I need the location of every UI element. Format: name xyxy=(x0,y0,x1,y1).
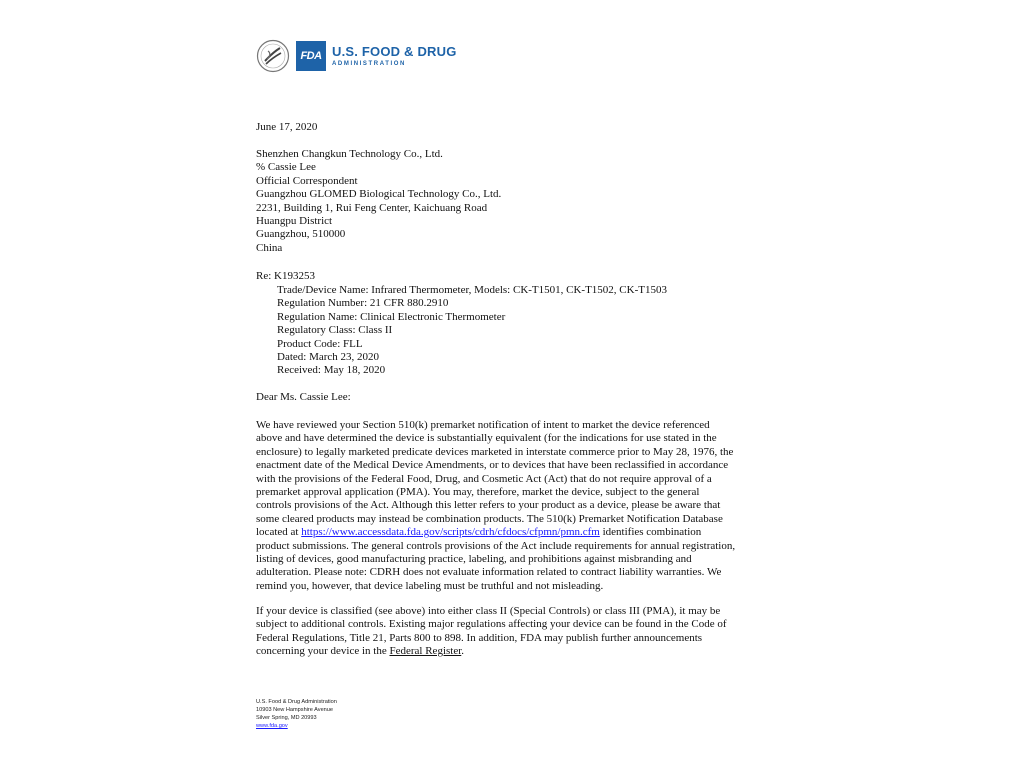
paragraph-line: above and have determined the device is substantially equivalent (for the indications for use stated in the xyxy=(256,432,717,445)
federal-register-text: Federal Register xyxy=(389,645,462,658)
paragraph-line: subject to additional controls. Existing major regulations affecting your device can be found in the Code of xyxy=(256,618,727,631)
paragraph-line: adulteration. Please note: CDRH does not evaluate information related to contract liability warranties. We xyxy=(256,566,722,579)
paragraph-line: with the provisions of the Federal Food, Drug, and Cosmetic Act (Act) that do not require approval of a xyxy=(256,472,712,485)
paragraph-line: some cleared products may instead be combination products. The 510(k) Premarket Notification Database xyxy=(256,512,723,525)
address-line: China xyxy=(256,241,283,254)
paragraph-line: enactment date of the Medical Device Amendments, or to devices that have been reclassified in accordance xyxy=(256,459,729,472)
address-line: 2231, Building 1, Rui Feng Center, Kaichuang Road xyxy=(256,201,488,214)
re-detail-line: Received: May 18, 2020 xyxy=(277,364,386,377)
paragraph-line: Federal Regulations, Title 21, Parts 800 to 898. In addition, FDA may publish further announcements xyxy=(256,631,703,644)
footer-line: U.S. Food & Drug Administration xyxy=(256,699,337,705)
para2-suffix: . xyxy=(461,645,465,658)
salutation: Dear Ms. Cassie Lee: xyxy=(256,391,351,403)
letter-date: June 17, 2020 xyxy=(256,121,318,133)
footer-address xyxy=(256,698,337,730)
body-paragraph-2 xyxy=(256,605,727,659)
paragraph-line: listing of devices, good manufacturing practice, labeling, and prohibitions against misbranding and xyxy=(256,553,692,566)
paragraph-line: If your device is classified (see above) into either class II (Special Controls) or class III (PMA), it may be xyxy=(256,605,721,617)
pmn-database-link[interactable]: https://www.accessdata.fda.gov/scripts/cdrh/cfdocs/cfpmn/pmn.cfm xyxy=(301,526,600,539)
paragraph-line: premarket approval application (PMA). You may, therefore, market the device, subject to the general xyxy=(256,486,700,499)
paragraph-line-with-link xyxy=(256,526,735,539)
fda-wordmark-line2: ADMINISTRATION xyxy=(332,61,406,67)
hhs-seal-icon xyxy=(256,39,290,73)
footer-line: 10903 New Hampshire Avenue xyxy=(256,707,334,713)
para2-prefix: concerning your device in the xyxy=(256,645,390,658)
address-line: Official Correspondent xyxy=(256,174,358,187)
re-details xyxy=(277,284,667,378)
body-paragraph-1 xyxy=(256,419,735,593)
re-detail-line: Regulatory Class: Class II xyxy=(277,324,393,337)
address-line: Shenzhen Changkun Technology Co., Ltd. xyxy=(256,148,443,160)
paragraph-line: remind you, however, that device labeling must be truthful and not misleading. xyxy=(256,579,604,592)
re-label: Re: K193253 xyxy=(256,270,315,282)
recipient-address xyxy=(256,148,501,255)
address-line: Huangpu District xyxy=(256,215,333,228)
re-detail-line: Trade/Device Name: Infrared Thermometer, Models: CK-T1501, CK-T1502, CK-T1503 xyxy=(277,284,667,296)
address-line: Guangzhou, 510000 xyxy=(256,228,346,241)
re-detail-line: Product Code: FLL xyxy=(277,337,363,350)
link-suffix: identifies combination xyxy=(599,526,702,539)
fda-logo xyxy=(256,36,457,76)
fda-wordmark xyxy=(332,45,457,67)
fda-website-link[interactable]: www.fda.gov xyxy=(256,723,288,729)
link-prefix: located at xyxy=(256,526,302,539)
footer-line: Silver Spring, MD 20993 xyxy=(256,715,317,721)
address-line: % Cassie Lee xyxy=(256,161,316,174)
fda-wordmark-line1: U.S. FOOD & DRUG xyxy=(332,44,457,59)
paragraph-line: enclosure) to legally marketed predicate devices marketed in interstate commerce prior to May 28, 1976, the xyxy=(256,445,734,458)
address-line: Guangzhou GLOMED Biological Technology Co., Ltd. xyxy=(256,188,502,201)
paragraph-line: product submissions. The general controls provisions of the Act include requirements for annual registration, xyxy=(256,539,736,552)
re-detail-line: Dated: March 23, 2020 xyxy=(277,351,380,364)
re-detail-line: Regulation Name: Clinical Electronic Thermometer xyxy=(277,310,506,323)
paragraph-line xyxy=(256,645,727,658)
paragraph-line: We have reviewed your Section 510(k) premarket notification of intent to market the device referenced xyxy=(256,419,710,431)
fda-mark: FDA xyxy=(296,41,326,71)
paragraph-line: controls provisions of the Act. Although this letter refers to your product as a device, please be aware that xyxy=(256,499,721,512)
re-detail-line: Regulation Number: 21 CFR 880.2910 xyxy=(277,297,449,310)
